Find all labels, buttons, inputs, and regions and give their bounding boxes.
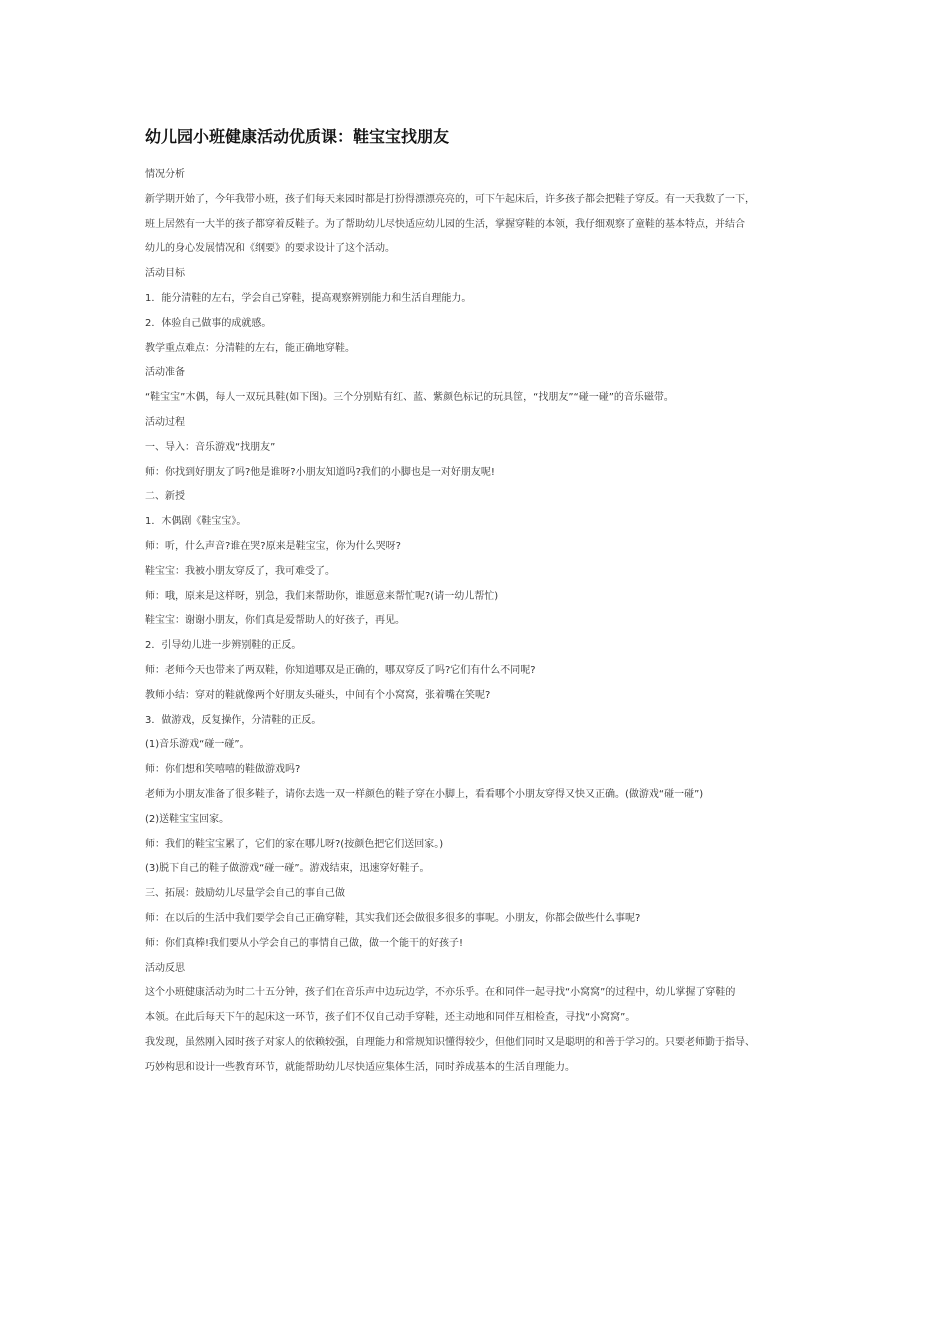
text-line: 鞋宝宝：谢谢小朋友，你们真是爱帮助人的好孩子，再见。 (145, 615, 405, 627)
text-line: 1．木偶剧《鞋宝宝》。 (145, 516, 247, 528)
text-line: 3．做游戏，反复操作，分清鞋的正反。 (145, 714, 322, 726)
text-line: 一、导入：音乐游戏“找朋友” (145, 441, 276, 453)
text-line: 1．能分清鞋的左右，学会自己穿鞋，提高观察辨别能力和生活自理能力。 (145, 292, 472, 304)
text-line: 三、拓展：鼓励幼儿尽量学会自己的事自己做 (145, 888, 345, 900)
text-line: 教师小结：穿对的鞋就像两个好朋友头碰头，中间有个小窝窝，张着嘴在笑呢? (145, 689, 491, 701)
text-line: 2．引导幼儿进一步辨别鞋的正反。 (145, 640, 302, 652)
text-line: 这个小班健康活动为时二十五分钟，孩子们在音乐声中边玩边学，不亦乐乎。在和同伴一起寻找“小窝窝”的过程中，幼儿掌握了穿鞋的 (145, 987, 736, 999)
text-line: 师：哦，原来是这样呀，别急，我们来帮助你，谁愿意来帮忙呢?(请一幼儿帮忙) (145, 590, 499, 602)
text-line: “鞋宝宝”木偶，每人一双玩具鞋(如下图)。三个分别贴有红、蓝、紫颜色标记的玩具筐，“找朋友”“碰一碰”的音乐磁带。 (145, 392, 674, 404)
text-line: 情况分析 (145, 169, 185, 180)
text-line: 我发现，虽然刚入园时孩子对家人的依赖较强，自理能力和常规知识懂得较少，但他们同时又是聪明的和善于学习的。只要老师勤于指导、 (145, 1036, 755, 1048)
text-line: 本领。在此后每天下午的起床这一环节，孩子们不仅自己动手穿鞋，还主动地和同伴互相检查，寻找“小窝窝”。 (145, 1012, 636, 1024)
text-line: 二、新授 (145, 491, 185, 503)
text-line: 师：我们的鞋宝宝累了，它们的家在哪儿呀?(按颜色把它们送回家。) (145, 838, 444, 850)
text-line: 巧妙构思和设计一些教育环节，就能帮助幼儿尽快适应集体生活，同时养成基本的生活自理能力。 (145, 1061, 575, 1073)
document-body (145, 163, 813, 1080)
text-line: (2)送鞋宝宝回家。 (145, 813, 230, 825)
text-line: 师：老师今天也带来了两双鞋，你知道哪双是正确的，哪双穿反了吗?它们有什么不同呢? (145, 664, 536, 676)
text-line: 师：你们想和笑嘻嘻的鞋做游戏吗? (145, 764, 301, 776)
text-line: 老师为小朋友准备了很多鞋子，请你去选一双一样颜色的鞋子穿在小脚上，看看哪个小朋友穿得又快又正确。(做游戏“碰一碰”) (145, 788, 704, 800)
text-line: 活动准备 (145, 367, 185, 379)
text-line: 师：你找到好朋友了吗?他是谁呀?小朋友知道吗?我们的小脚也是一对好朋友呢! (145, 466, 495, 478)
text-line: 鞋宝宝：我被小朋友穿反了，我可难受了。 (145, 565, 335, 577)
text-line: 师：你们真棒!我们要从小学会自己的事情自己做，做一个能干的好孩子! (145, 937, 464, 949)
text-line: 师：在以后的生活中我们要学会自己正确穿鞋，其实我们还会做很多很多的事呢。小朋友，你都会做些什么事呢? (145, 912, 641, 924)
text-line: 班上居然有一大半的孩子都穿着反鞋子。为了帮助幼儿尽快适应幼儿园的生活，掌握穿鞋的本领，我仔细观察了童鞋的基本特点，并结合 (145, 218, 745, 230)
text-line: (1)音乐游戏“碰一碰”。 (145, 739, 250, 751)
document-title: 幼儿园小班健康活动优质课：鞋宝宝找朋友 (145, 127, 450, 146)
text-line: (3)脱下自己的鞋子做游戏“碰一碰”。游戏结束，迅速穿好鞋子。 (145, 863, 430, 875)
text-line: 2．体验自己做事的成就感。 (145, 317, 272, 329)
text-line: 幼儿的身心发展情况和《纲要》的要求设计了这个活动。 (145, 243, 395, 255)
text-line: 活动目标 (145, 268, 185, 280)
text-line: 教学重点难点：分清鞋的左右，能正确地穿鞋。 (145, 342, 355, 354)
text-line: 活动反思 (145, 962, 185, 974)
text-line: 新学期开始了，今年我带小班，孩子们每天来园时都是打扮得漂漂亮亮的，可下午起床后，许多孩子都会把鞋子穿反。有一天我数了一下， (145, 193, 755, 205)
text-line: 师：听，什么声音?谁在哭?原来是鞋宝宝，你为什么哭呀? (145, 540, 401, 552)
text-line: 活动过程 (145, 416, 185, 428)
